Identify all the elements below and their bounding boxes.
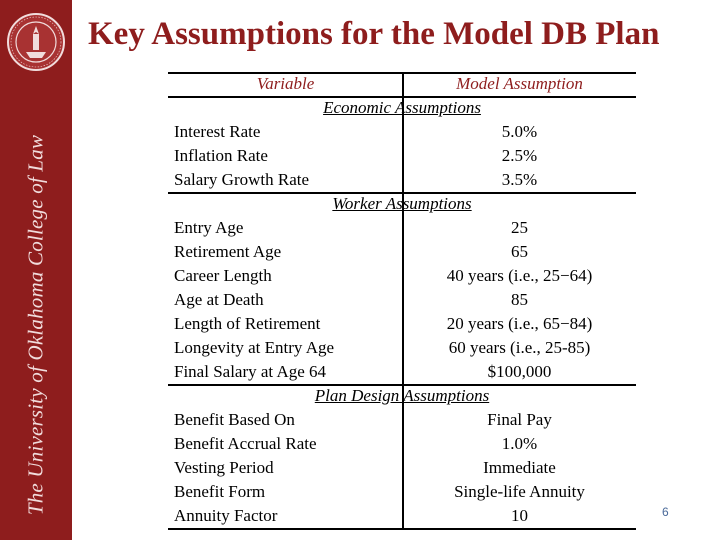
- row-value: Final Pay: [487, 410, 552, 429]
- table-bottom-rule: [168, 528, 636, 530]
- row-label: Entry Age: [174, 218, 244, 237]
- section-title: Plan Design Assumptions: [314, 386, 490, 405]
- header-variable: Variable: [256, 74, 315, 93]
- page-number: 6: [662, 505, 669, 519]
- row-value: $100,000: [487, 362, 552, 381]
- row-value: 20 years (i.e., 65−84): [446, 314, 593, 333]
- row-value: 65: [511, 242, 528, 261]
- row-value: 2.5%: [501, 146, 538, 165]
- section-title: Worker Assumptions: [332, 194, 472, 213]
- row-value: 25: [511, 218, 528, 237]
- row-label: Final Salary at Age 64: [174, 362, 327, 381]
- row-label: Benefit Accrual Rate: [174, 434, 317, 453]
- row-label: Longevity at Entry Age: [174, 338, 335, 357]
- row-value: Immediate: [483, 458, 556, 477]
- row-value: 40 years (i.e., 25−64): [446, 266, 593, 285]
- sidebar-band: [0, 0, 72, 540]
- row-label: Interest Rate: [174, 122, 261, 141]
- row-value: 60 years (i.e., 25-85): [448, 338, 591, 357]
- row-label: Length of Retirement: [174, 314, 321, 333]
- row-label: Retirement Age: [174, 242, 282, 261]
- row-label: Benefit Based On: [174, 410, 295, 429]
- row-label: Salary Growth Rate: [174, 170, 310, 189]
- section-title: Economic Assumptions: [323, 98, 481, 117]
- row-value: 10: [511, 506, 528, 525]
- row-label: Career Length: [174, 266, 272, 285]
- row-label: Benefit Form: [174, 482, 266, 501]
- university-name-vertical: The University of Oklahoma College of Law: [23, 134, 48, 516]
- row-label: Annuity Factor: [174, 506, 278, 525]
- slide-title: Key Assumptions for the Model DB Plan: [88, 16, 660, 52]
- row-label: Vesting Period: [174, 458, 274, 477]
- header-bottom-rule: [168, 96, 636, 98]
- section-divider-rule: [168, 384, 636, 386]
- row-value: Single-life Annuity: [454, 482, 585, 501]
- section-divider-rule: [168, 192, 636, 194]
- row-value: 1.0%: [501, 434, 538, 453]
- row-value: 85: [511, 290, 528, 309]
- header-assumption: Model Assumption: [456, 74, 583, 93]
- university-seal-icon: [6, 12, 66, 72]
- row-label: Age at Death: [174, 290, 264, 309]
- column-divider: [402, 72, 404, 528]
- table-top-rule: [168, 72, 636, 74]
- row-label: Inflation Rate: [174, 146, 268, 165]
- row-value: 5.0%: [501, 122, 538, 141]
- row-value: 3.5%: [501, 170, 538, 189]
